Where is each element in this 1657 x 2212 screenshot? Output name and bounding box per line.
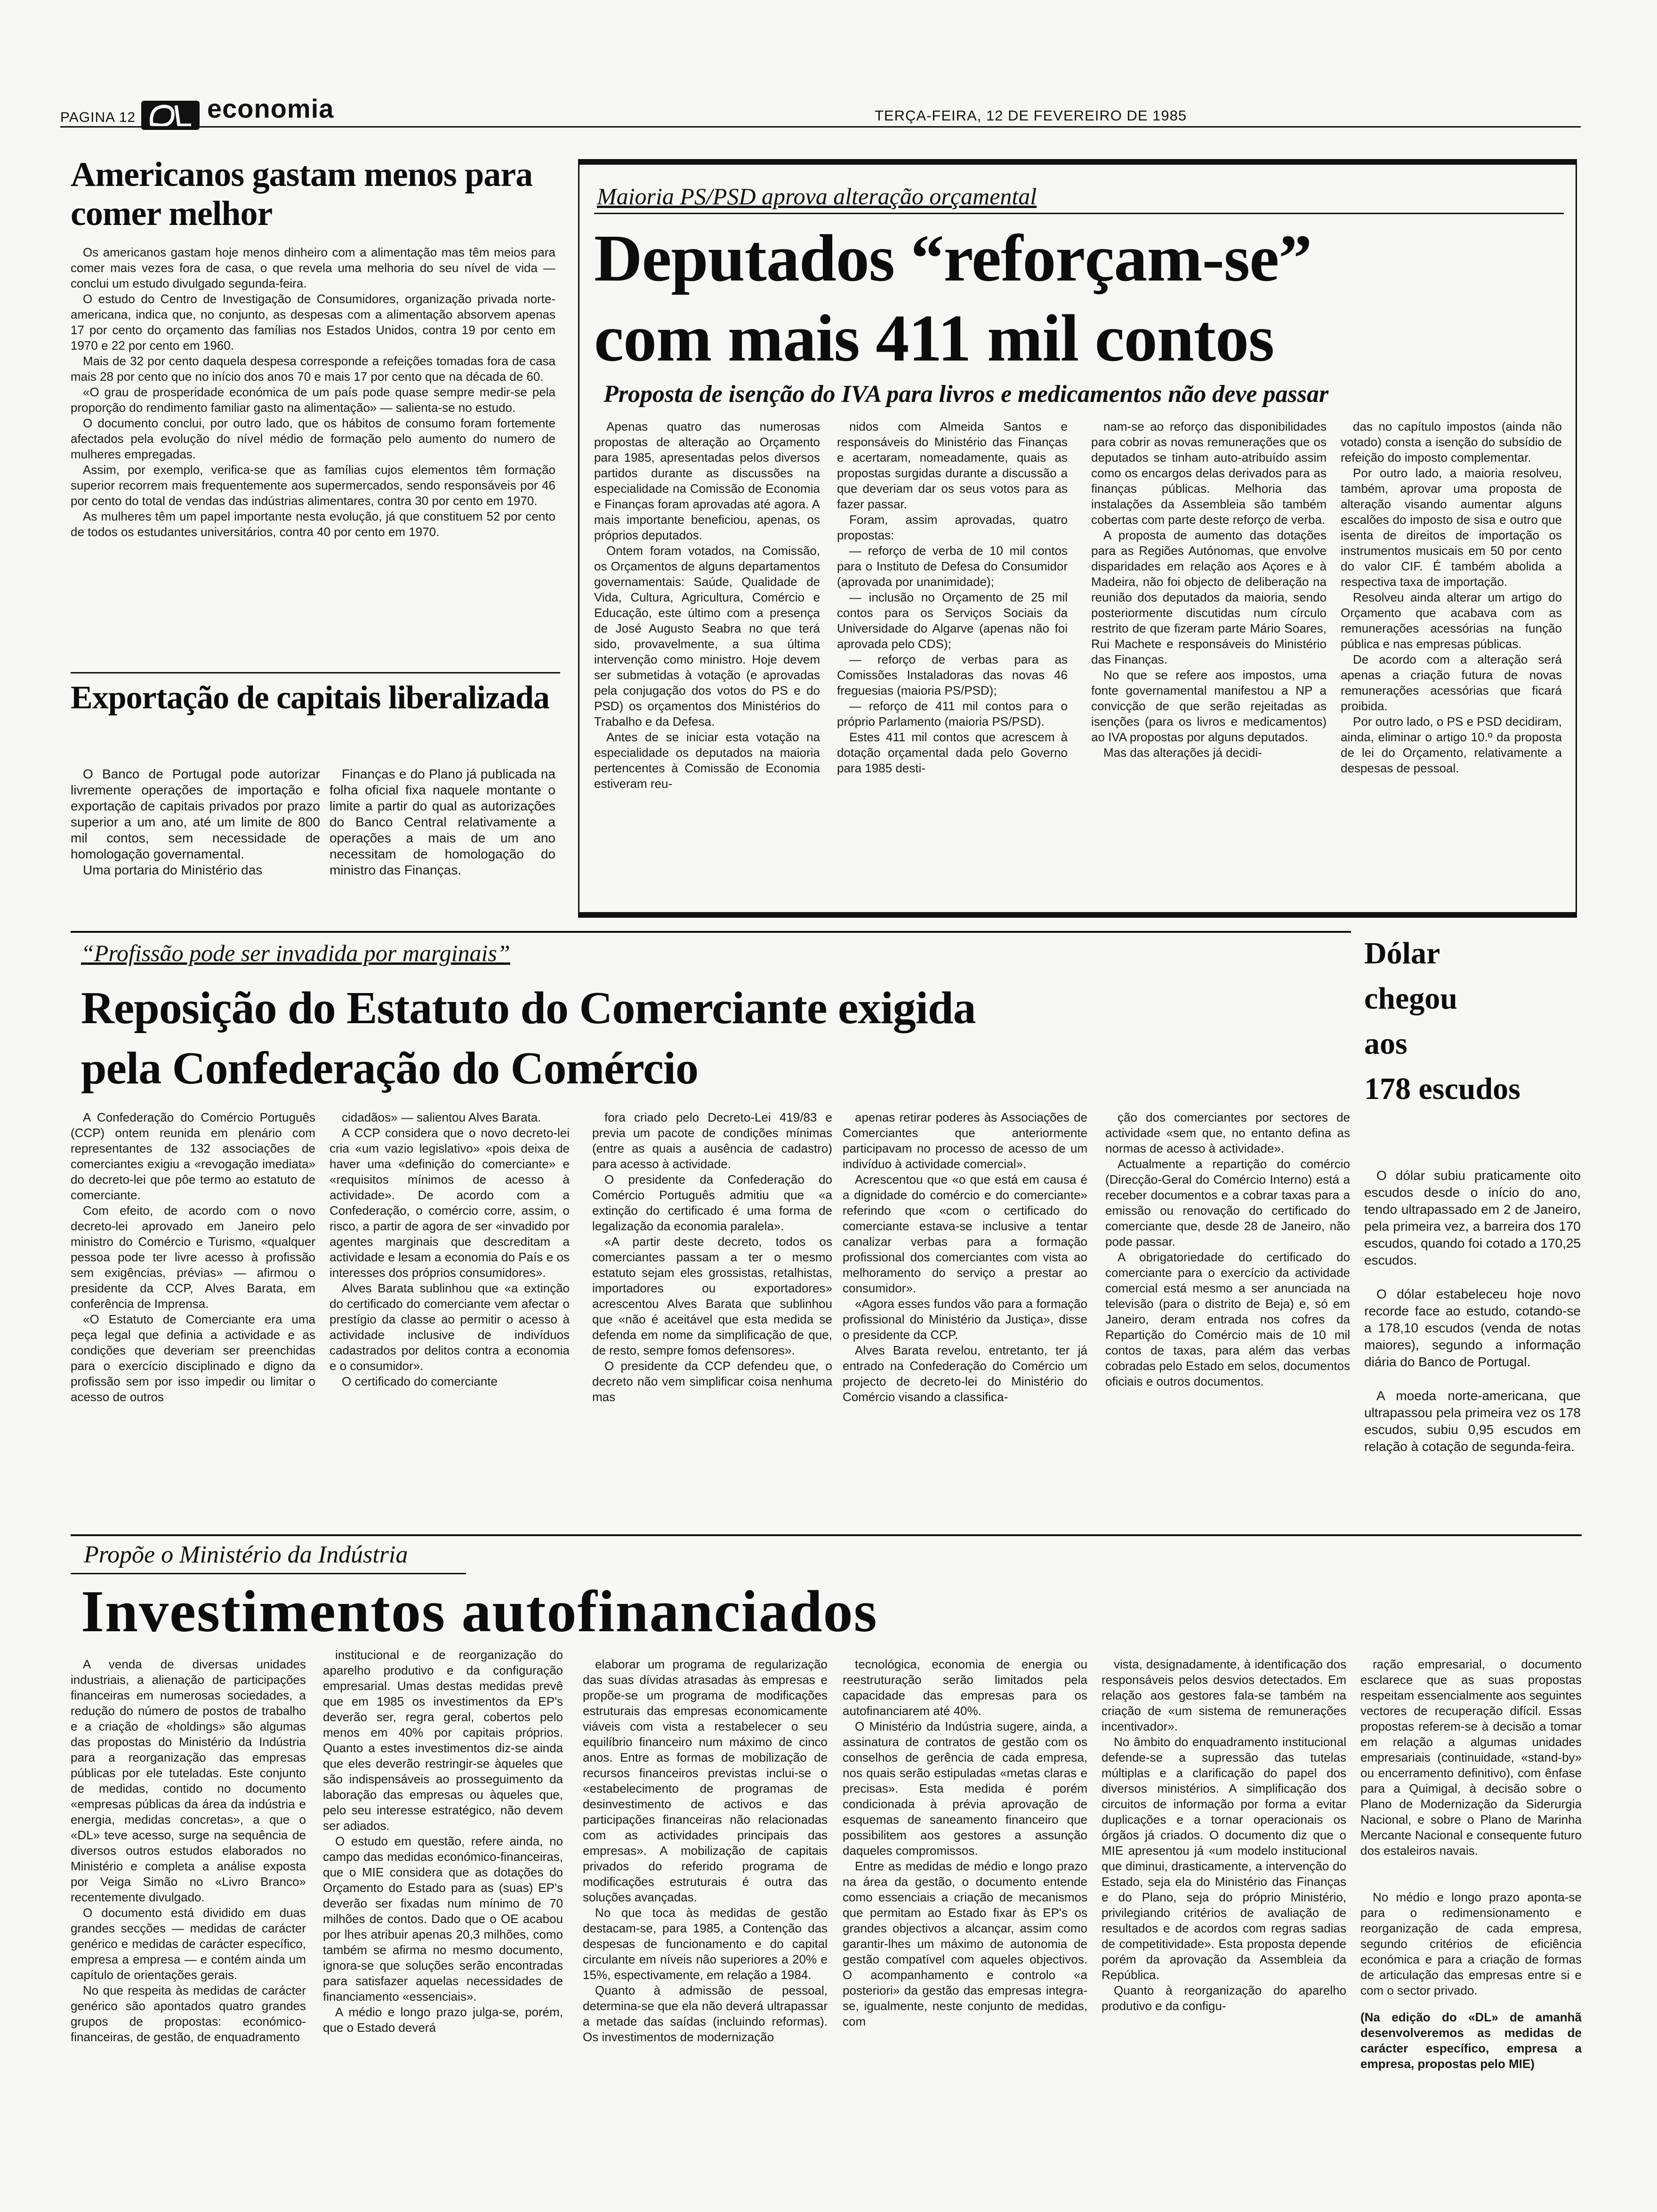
paragraph: Resolveu ainda alterar um artigo do Orçamento que acabava com as remunerações acessórias na função pública e nas empresas públicas. <box>1341 590 1562 651</box>
paragraph: «O Estatuto de Comerciante era uma peça legal que definia a actividade e as condições que deveriam ser preenchidas para o exercício disciplinado e digno da profissão sem por isso impedir ou limitar o acesso de outros <box>71 1312 315 1404</box>
deputados-col-3 <box>1091 419 1327 761</box>
paragraph: tecnológica, economia de energia ou reestruturação serão limitados pela capacidade das empresas para os autofinanciarem até 40%. <box>843 1657 1087 1718</box>
paragraph: A proposta de aumento das dotações para as Regiões Autónomas, que envolve disparidades em relação aos Açores e à Madeira, não foi objecto de deliberação na reunião dos deputados da maioria, sendo posteriormente discutidas num círculo restrito de que fizeram parte Mário Soares, Rui Machete e responsáveis do Ministério das Finanças. <box>1091 528 1327 666</box>
paragraph: Por outro lado, o PS e PSD decidiram, ainda, eliminar o artigo 10.º da proposta de lei do Orçamento, relativamente a despesas de pessoal. <box>1341 714 1562 775</box>
paragraph: Entre as medidas de médio e longo prazo na área da gestão, o documento entende como essenciais a criação de mecanismos que permitam ao Estado fixar às EP's os grandes objectivos a alcançar, assim como garantir-lhes um máximo de autonomia de gestão compatível com aqueles objectivos. O acompanhamento e controlo «a posteriori» da gestão das empresas integra-se, igualmente, neste conjunto de medidas, com <box>843 1859 1087 2028</box>
paragraph: fora criado pelo Decreto-Lei 419/83 e previa um pacote de condições mínimas (entre as quais a ausência de cadastro) para acesso à actividade. <box>592 1110 832 1171</box>
paragraph: No médio e longo prazo aponta-se para o redimensionamento e reorganização de cada empresa, segundo critérios de eficiência económica e para a criação de formas de articulação das empresas entre si e com o sector privado. <box>1360 1890 1582 1997</box>
comercio-col-4 <box>843 1110 1087 1405</box>
invest-kicker-rule <box>71 1573 466 1574</box>
invest-col-4 <box>843 1657 1087 2029</box>
dolar-title-line: 178 escudos <box>1364 1072 1520 1106</box>
food-story-body <box>71 245 555 540</box>
issue-date: TERÇA-FEIRA, 12 DE FEVEREIRO DE 1985 <box>875 107 1187 124</box>
deputados-headline-2: com mais 411 mil contos <box>594 301 1274 375</box>
dl-logo-icon <box>141 101 200 130</box>
dolar-title-line: chegou <box>1364 981 1457 1016</box>
paragraph: — reforço de verbas para as Comissões Instaladoras das novas 46 freguesias (maioria PS/PSD); <box>837 652 1068 697</box>
paragraph: O dólar estabeleceu hoje novo recorde face ao estudo, cotando-se a 178,10 escudos (venda de notas maiores), segundo a informação diária do Banco de Portugal. <box>1364 1287 1581 1369</box>
capital-story-col-2 <box>330 766 555 878</box>
comercio-col-1 <box>71 1110 315 1405</box>
food-story-title: Americanos gastam menos para comer melhor <box>71 155 533 233</box>
paragraph: elaborar um programa de regularização das suas dívidas atrasadas às empresas e propõe-se um programa de modificações estruturais das empresas economicamente viáveis com vista a restabelecer o seu equilíbrio financeiro num máximo de cinco anos. Entre as formas de mobilização de recursos financeiros previstas inclui-se o «estabelecimento de programas de desinvestimento de activos e das participações financeiras não relacionadas com as actividades principais das empresas». A mobilização de capitais privados do referido programa de modificações estruturais é outra das soluções avançadas. <box>583 1657 828 1904</box>
paragraph: Foram, assim aprovadas, quatro propostas: <box>837 513 1068 542</box>
paragraph: Actualmente a repartição do comércio (Direcção-Geral do Comércio Interno) está a receber documentos e a cobrar taxas para a emissão ou renovação do certificado do comerciante que, desde 28 de Janeiro, não pode passar. <box>1105 1157 1350 1249</box>
deputados-kicker: Maioria PS/PSD aprova alteração orçamental <box>597 183 1037 209</box>
paragraph: O estudo em questão, refere ainda, no campo das medidas económico-financeiras, que o MIE considera que as dotações do Orçamento do Estado para as (suas) EP's deverão ser fixadas num mínimo de 70 milhões de contos. Dado que o OE acabou por lhes atribuir apenas 20,3 milhões, como também se afirma no mesmo documento, ignora-se que soluções serão encontradas para satisfazer aquelas necessidades de financiamento «essenciais». <box>323 1834 563 2004</box>
deputados-kicker-rule <box>594 213 1564 214</box>
paragraph: A Confederação do Comércio Português (CCP) ontem reunida em plenário com representantes de 132 associações de comerciantes exigiu a «revogação imediata» do decreto-lei que pôe termo ao estatuto de comerciante. <box>71 1110 315 1202</box>
paragraph: As mulheres têm um papel importante nesta evolução, já que constituem 52 por cento de todos os estudantes universitários, contra 40 por cento em 1970. <box>71 509 555 539</box>
comercio-col-2 <box>330 1110 570 1389</box>
paragraph: «A partir deste decreto, todos os comerciantes passam a ter o mesmo estatuto sejam eles grossistas, retalhistas, importadores ou exportadores» acrescentou Alves Barata que sublinhou que «não é aceitável que esta medida se defenda em nome da simplificação de que, de resto, sempre fomos defensores». <box>592 1234 832 1357</box>
paragraph: O documento está dividido em duas grandes secções — medidas de carácter genérico e medidas de carácter específico, empresa a empresa — e contém ainda um capítulo de orientações gerais. <box>71 1906 306 1982</box>
paragraph: ração empresarial, o documento esclarece que as suas propostas respeitam essencialmente aos seguintes vectores de recuperação difícil. Essas propostas referem-se à decisão a tomar em relação a algumas unidades empresariais (continuidade, «stand-by» ou encerramento definitivo), com ênfase para a Quimigal, à decisão sobre o Plano de Modernização da Siderurgia Nacional, e sobre o Plano de Marinha Mercante Nacional e consequente futuro dos estaleiros navais. <box>1360 1657 1582 1858</box>
paragraph: Finanças e do Plano já publicada na folha oficial fixa naquele montante o limite a partir do qual as autorizações do Banco Central relativamente a operações a mais de um ano necessitam de homologação do ministro das Finanças. <box>330 767 555 877</box>
invest-col-5 <box>1102 1657 1346 2014</box>
section-name: economia <box>207 94 334 123</box>
deputados-col-2 <box>837 419 1068 776</box>
deputados-subhead: Proposta de isenção do IVA para livros e medicamentos não deve passar <box>603 381 1329 408</box>
paragraph: vista, designadamente, à identificação dos responsáveis pelos desvios detectados. Em relação aos gestores fala-se também na criação de «um sistema de remunerações incentivador». <box>1102 1657 1346 1733</box>
paragraph: institucional e de reorganização do aparelho produtivo e da configuração empresarial. Umas destas medidas prevê que em 1985 os investimentos da EP's deverão ser, regra geral, cobertos pelo menos em 40% por capitais próprios. Quanto a estes investimentos diz-se ainda que eles deverão restringir-se àqueles que são indispensáveis ao prosseguimento da laboração das empresas ou àqueles que, pelo seu interesse estratégico, não devem ser adiados. <box>323 1648 563 1833</box>
paragraph: Apenas quatro das numerosas propostas de alteração ao Orçamento para 1985, apresentadas pelos diversos partidos durante as discussões na especialidade na Comissão de Economia e Finanças foram aprovadas até agora. A mais importante beneficiou, apenas, os próprios deputados. <box>594 419 820 542</box>
paragraph: Ontem foram votados, na Comissão, os Orçamentos de alguns departamentos governamentais: Saúde, Qualidade de Vida, Cultura, Agricultura, Comércio e Educação, este último com a presença de José Augusto Seabra no que terá sido, provavelmente, a sua última intervenção como ministro. Hoje devem ser submetidas à votação (e aprovadas pela conjugação dos votos do PS e do PSD) os orçamentos dos Ministérios do Trabalho e da Defesa. <box>594 544 820 729</box>
masthead-rule <box>60 126 1581 128</box>
paragraph: O estudo do Centro de Investigação de Consumidores, organização privada norte-americana, indica que, no conjunto, as despesas com a alimentação absorvem apenas 17 por cento do orçamento das famílias nos Estados Unidos, contra 19 por cento em 1970 e 22 por cento em 1960. <box>71 292 555 353</box>
capital-story-rule <box>71 672 560 673</box>
paragraph: Uma portaria do Ministério das <box>83 863 263 877</box>
paragraph: apenas retirar poderes às Associações de Comerciantes que anteriormente participavam no processo de acesso de um indivíduo à actividade comercial». <box>843 1110 1087 1171</box>
comercio-col-3 <box>592 1110 832 1405</box>
paragraph: «O grau de prosperidade económica de um país pode quase sempre medir-se pela proporção do rendimento familiar gasto na alimentação» — salienta-se no estudo. <box>71 385 555 415</box>
invest-col-3 <box>583 1657 828 2045</box>
capital-story-title: Exportação de capitais liberalizada <box>71 680 549 716</box>
page-number: PAGINA 12 <box>60 110 136 125</box>
paragraph: cidadãos» — salientou Alves Barata. <box>342 1110 541 1124</box>
paragraph: No que respeita às medidas de carácter genérico são apontados quatro grandes grupos de propostas: económico-financeiras, de gestão, de enquadramento <box>71 1983 306 2044</box>
paragraph: Com efeito, de acordo com o novo decreto-lei aprovado em Janeiro pelo ministro do Comércio e Turismo, «qualquer pessoa pode ter livre acesso à profissão sem exigências, prévias» — afirmou o presidente da CCP, Alves Barata, em conferência de Imprensa. <box>71 1203 315 1311</box>
paragraph: Por outro lado, a maioria resolveu, também, aprovar uma proposta de alteração visando aumentar alguns escalões do imposto de sisa e outro que isenta de direitos de importação os instrumentos musicais em 50 por cento do valor CIF. É também abolida a respectiva taxa de importação. <box>1341 466 1562 589</box>
paragraph: — reforço de verba de 10 mil contos para o Instituto de Defesa do Consumidor (aprovada por unanimidade); <box>837 544 1068 589</box>
comercio-col-5 <box>1105 1110 1350 1389</box>
paragraph: nidos com Almeida Santos e responsáveis do Ministério das Finanças e acertaram, nomeadamente, quais as propostas surgidas durante a discussão a que deveriam dar os seus votos para as fazer passar. <box>837 419 1068 511</box>
editor-note: (Na edição do «DL» de amanhã desenvolveremos as medidas de carácter específico, empresa a empresa, propostas pelo MIE) <box>1360 2010 1582 2071</box>
paragraph: O dólar subiu praticamente oito escudos desde o início do ano, tendo ultrapassado em 2 de Janeiro, pela primeira vez, a barreira dos 170 escudos, quando foi cotado a 170,25 escudos. <box>1364 1168 1581 1267</box>
invest-col-1 <box>71 1657 306 2045</box>
dl-monogram-icon <box>141 101 200 130</box>
paragraph: A venda de diversas unidades industriais, a alienação de participações financeiras em numerosas sociedades, a redução do número de postos de trabalho e a criação de «holdings» são algumas das propostas do Ministério da Indústria para a reorganização das empresas públicas por ele tuteladas. Este conjunto de medidas, contido no documento «empresas públicas da área da indústria e energia, medidas concretas», a que o «DL» teve acesso, surge na sequência de diversos outros estudos elaborados no Ministério e completa a análise exposta por Veiga Simão no «Livro Branco» recentemente divulgado. <box>71 1657 306 1904</box>
invest-top-rule <box>71 1534 1582 1536</box>
paragraph: De acordo com a alteração será apenas a criação futura de novas remunerações acessórias que ficará proibida. <box>1341 652 1562 713</box>
paragraph: Acrescentou que «o que está em causa é a dignidade do comércio e do comerciante» referindo que «com o certificado do comerciante estava-se inclusive a tentar canalizar verbas para a formação profissional dos comerciantes com vista ao melhoramento do serviço a prestar ao consumidor». <box>843 1172 1087 1295</box>
paragraph: O Banco de Portugal pode autorizar livremente operações de importação e exportação de capitais privados por prazo superior a um ano, até um limite de 800 mil contos, sem necessidade de homologação governamental. <box>71 767 320 861</box>
paragraph: — inclusão no Orçamento de 25 mil contos para os Serviços Sociais da Universidade do Algarve (apenas não foi aprovada pelo CDS); <box>837 590 1068 651</box>
paragraph: A obrigatoriedade do certificado do comerciante para o exercício da actividade comercial está mesmo a ser anunciada na televisão (para o distrito de Beja) e, só em Janeiro, deram entrada nos cofres da Repartição do Comércio mais de 10 mil contos de taxas, para além das verbas cobradas pelo Estado em selos, documentos oficiais e outros documentos. <box>1105 1250 1350 1388</box>
paragraph: Estes 411 mil contos que acrescem à dotação orçamental dada pelo Governo para 1985 desti- <box>837 730 1068 775</box>
invest-col-2 <box>323 1647 563 2036</box>
paragraph: A médio e longo prazo julga-se, porém, que o Estado deverá <box>323 2005 563 2035</box>
paragraph: Quanto à admissão de pessoal, determina-se que ela não deverá ultrapassar a metade das saídas (incluindo reformas). Os investimentos de modernização <box>583 1983 828 2044</box>
invest-headline: Investimentos autofinanciados <box>81 1579 878 1644</box>
paragraph: — reforço de 411 mil contos para o próprio Parlamento (maioria PS/PSD). <box>837 699 1068 729</box>
paragraph: Mais de 32 por cento daquela despesa corresponde a refeições tomadas fora de casa mais 28 por cento que no início dos anos 70 e mais 17 por cento que na década de 60. <box>71 354 555 384</box>
paragraph: das no capítulo impostos (ainda não votado) consta a isenção do subsídio de refeição do imposto complementar. <box>1341 419 1562 465</box>
paragraph: O presidente da Confederação do Comércio Português admitiu que «a extinção do certificado é uma forma de legalização da economia paralela». <box>592 1172 832 1233</box>
paragraph: Quanto à reorganização do aparelho produtivo e da configu- <box>1102 1983 1346 2013</box>
paragraph: No que toca às medidas de gestão destacam-se, para 1985, a Contenção das despesas de funcionamento e do capital circulante em níveis não superiores a 20% e 15%, espectivamente, em relação a 1984. <box>583 1906 828 1982</box>
comercio-headline-1: Reposição do Estatuto do Comerciante exigida <box>81 983 976 1034</box>
invest-col-6 <box>1360 1657 1582 2072</box>
paragraph: A moeda norte-americana, que ultrapassou pela primeira vez os 178 escudos, subiu 0,95 escudos em relação à cotação de segunda-feira. <box>1364 1388 1581 1454</box>
paragraph: ção dos comerciantes por sectores de actividade «sem que, no entanto defina as normas de acesso à actividade». <box>1105 1110 1350 1155</box>
paragraph: O Ministério da Indústria sugere, ainda, a assinatura de contratos de gestão com os conselhos de gerência de cada empresa, nos quais serão estipuladas «metas claras e precisas». Esta medida é porém condicionada à prévia aprovação de esquemas de saneamento financeiro que possibilitem aos gestores a assunção daqueles compromissos. <box>843 1719 1087 1858</box>
capital-story-col-1 <box>71 766 320 878</box>
invest-kicker: Propõe o Ministério da Indústria <box>84 1541 408 1568</box>
paragraph: O certificado do comerciante <box>342 1374 498 1388</box>
paragraph: «Agora esses fundos vão para a formação profissional do Ministério da Justiça», disse o presidente da CCP. <box>843 1297 1087 1342</box>
comercio-top-rule <box>71 931 1351 933</box>
paragraph: Os americanos gastam hoje menos dinheiro com a alimentação mas têm meios para comer mais vezes fora de casa, o que revela uma melhoria do seu nível de vida — conclui um estudo divulgado segunda-feira. <box>71 245 555 290</box>
deputados-col-1 <box>594 419 820 792</box>
comercio-headline-2: pela Confederação do Comércio <box>81 1043 698 1094</box>
paragraph: Antes de se iniciar esta votação na especialidade os deputados na maioria pertencentes à Comissão de Economia estiveram reu- <box>594 730 820 791</box>
paragraph: Assim, por exemplo, verifica-se que as famílias cujos elementos têm formação superior recorrem mais frequentemente aos supermercados, sendo responsáveis por 46 por cento do total de vendas das indústrias alimentares, contra 30 por cento em 1970. <box>71 463 555 508</box>
comercio-kicker: “Profissão pode ser invadida por marginais” <box>81 940 510 966</box>
paragraph: No que se refere aos impostos, uma fonte governamental manifestou a NP a convicção de que serão rejeitadas as isenções (para os livros e medicamentos) ao IVA propostas por alguns deputados. <box>1091 668 1327 744</box>
dolar-title-line: aos <box>1364 1026 1408 1061</box>
paragraph: A CCP considera que o novo decreto-lei cria «um vazio legislativo» «pois deixa de haver uma «definição do comerciante» e «requisitos mínimos de acesso à actividade». De acordo com a Confederação, o comércio corre, assim, o risco, a partir de agora de ser «invadido por agentes marginais que descreditam a actividade e lesam a economia do País e os interesses dos próprios consumidores». <box>330 1126 570 1280</box>
deputados-col-4 <box>1341 419 1562 776</box>
deputados-headline-1: Deputados “reforçam-se” <box>594 221 1312 295</box>
paragraph: O presidente da CCP defendeu que, o decreto não vem simplificar coisa nenhuma mas <box>592 1359 832 1404</box>
masthead <box>0 0 1657 132</box>
paragraph: No âmbito do enquadramento institucional defende-se a supressão das tutelas múltiplas e a clarificação do papel dos diversos ministérios. A simplificação dos circuitos de informação por forma a evitar duplicações e a tornar operacionais os órgãos já criados. O documento diz que o MIE apresentou já «um modelo institucional que diminui, drasticamente, a intervenção do Estado, seja ela do Ministério das Finanças e do Plano, seja do próprio Ministério, privilegiando critérios de avaliação de resultados e de acordos com regras sadias de competitividade». Esta proposta depende porém da aprovação da Assembleia da República. <box>1102 1735 1346 1982</box>
paragraph: Mas das alterações já decidi- <box>1103 745 1262 760</box>
dolar-title <box>1364 931 1562 1112</box>
paragraph: nam-se ao reforço das disponibilidades para cobrir as novas remunerações que os deputados se tinham auto-atribuído assim como os encargos delas derivados para as finanças públicas. Melhoria das instalações da Assembleia são também cobertas com parte deste reforço de verba. <box>1091 419 1327 527</box>
paragraph: Alves Barata sublinhou que «a extinção do certificado do comerciante vem afectar o prestígio da classe ao permitir o acesso à actividade inclusive de indivíduos cadastrados por delitos contra a economia e o consumidor». <box>330 1281 570 1373</box>
paragraph: O documento conclui, por outro lado, que os hábitos de consumo foram fortemente afectados pela evolução do nível médio de formação pelo aumento do numero de mulheres empregadas. <box>71 416 555 461</box>
dolar-title-line: Dólar <box>1364 936 1440 970</box>
dolar-body <box>1364 1167 1581 1455</box>
paragraph: Alves Barata revelou, entretanto, ter já entrado na Confederação do Comércio um projecto de decreto-lei do Ministério do Comércio visando a classifica- <box>843 1343 1087 1404</box>
